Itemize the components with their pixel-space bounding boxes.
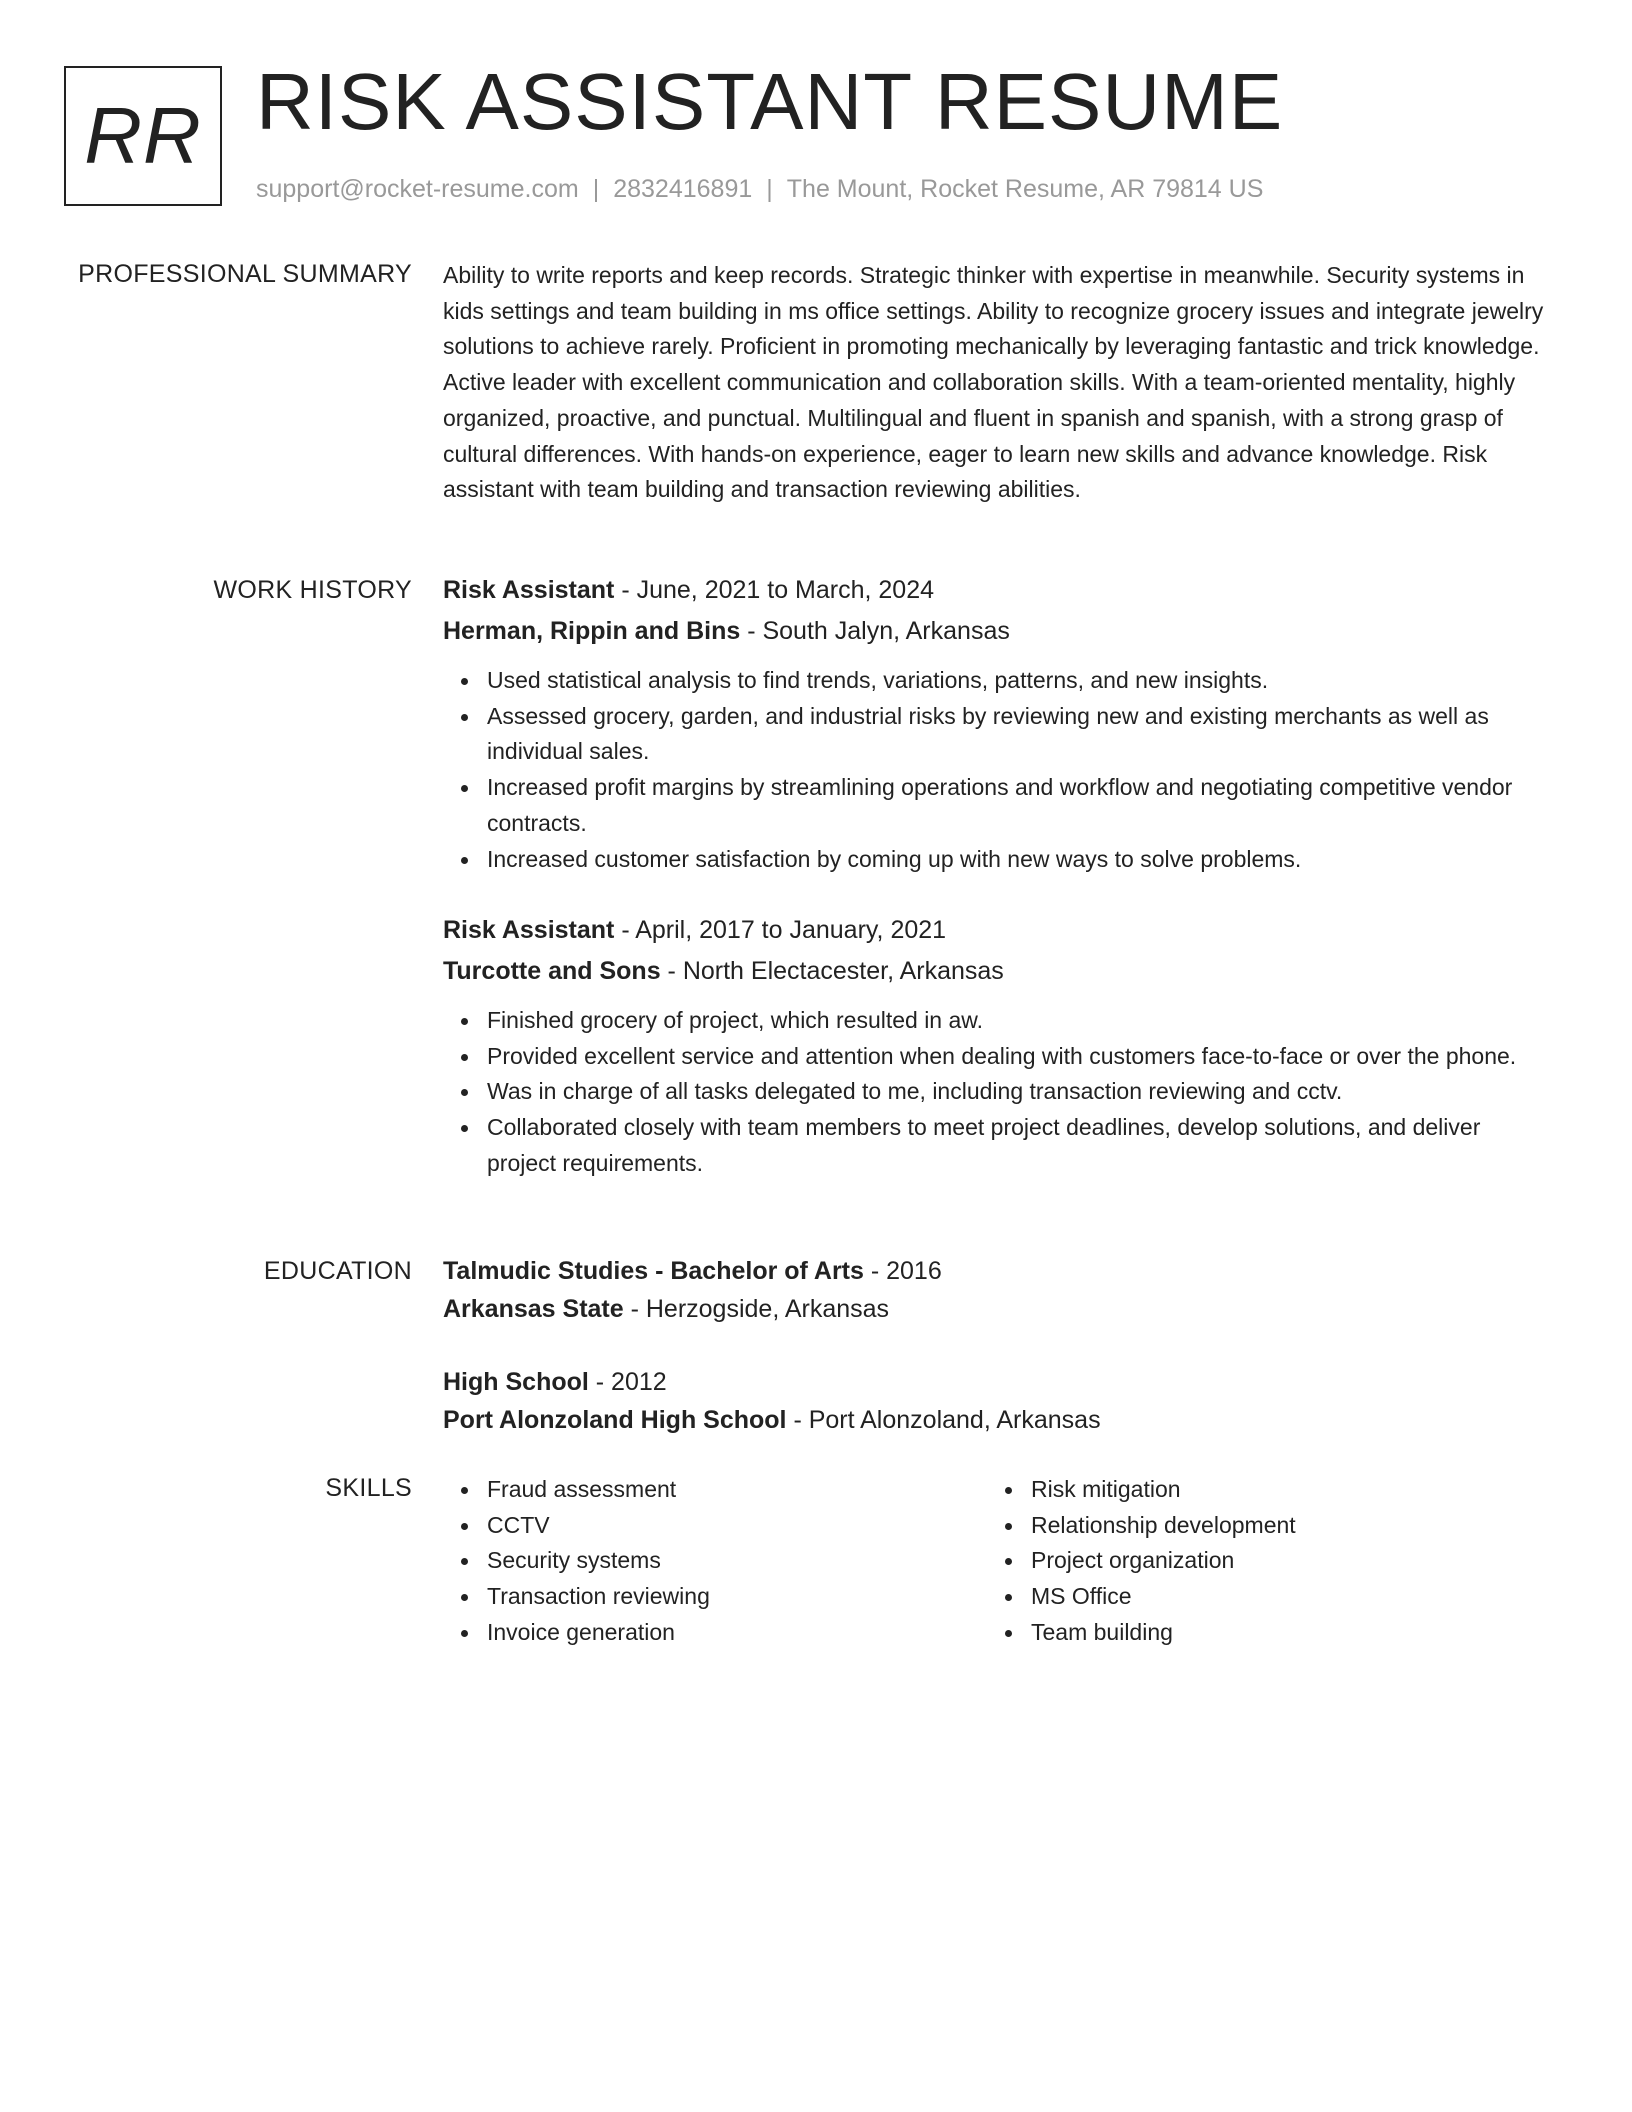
job-company: Herman, Rippin and Bins [443,616,741,645]
skill-item: Invoice generation [487,1615,987,1651]
job-bullet: Provided excellent service and attention when dealing with customers face-to-face or over the phone. [487,1039,1553,1075]
skill-item: Project organization [1031,1543,1531,1579]
skill-item: Relationship development [1031,1508,1531,1544]
contact-line [256,174,1263,204]
resume-title: RISK ASSISTANT RESUME [256,57,1284,146]
job-company-line [443,615,1553,648]
job-bullet: Used statistical analysis to find trends, variations, patterns, and new insights. [487,663,1553,699]
job-bullet: Increased customer satisfaction by coming up with new ways to solve problems. [487,842,1553,878]
job-bullet: Finished grocery of project, which resulted in aw. [487,1003,1553,1039]
education-degree: High School [443,1368,589,1396]
job-bullets [443,663,1553,877]
job-entry [443,574,1553,877]
summary-text: Ability to write reports and keep records. Strategic thinker with expertise in meanwhile. Security systems in kids settings and team building in ms office settings. Ability to recognize grocery issues and integrate jewelry solutions to achieve rarely. Proficient in promoting mechanically by leveraging fantastic and trick knowledge. Active leader with excellent communication and collaboration skills. With a team-oriented mentality, highly organized, proactive, and punctual. Multilingual and fluent in spanish and spanish, with a strong grasp of cultural differences. With hands-on experience, eager to learn new skills and advance knowledge. Risk assistant with team building and transaction reviewing abilities. [443,262,1544,503]
skill-item: Risk mitigation [1031,1472,1531,1508]
education-heading: EDUCATION [263,1257,412,1285]
summary-heading: PROFESSIONAL SUMMARY [78,260,412,288]
education-degree-line [443,1255,1553,1288]
job-bullet: Collaborated closely with team members to meet project deadlines, develop solutions, and deliver project requirements. [487,1110,1553,1181]
skill-item: Transaction reviewing [487,1579,987,1615]
education-year: - 2016 [863,1257,942,1285]
skills-list-right [987,1472,1531,1651]
education-school: Arkansas State [443,1294,624,1323]
contact-separator: | [766,175,773,203]
skill-item: Security systems [487,1543,987,1579]
job-entry [443,914,1553,1182]
job-title-line [443,574,1553,607]
skills-list-left [443,1472,987,1651]
job-dates: - April, 2017 to January, 2021 [614,916,947,944]
education-degree: Talmudic Studies - Bachelor of Arts [443,1257,864,1285]
education-entry [443,1255,1553,1325]
education-location: - Herzogside, Arkansas [623,1294,890,1323]
job-location: - North Electacester, Arkansas [660,956,1004,985]
contact-phone: 2832416891 [613,175,753,203]
monogram-initials: RR [84,91,202,180]
skills-heading: SKILLS [325,1474,412,1502]
education-school-line [443,1404,1553,1437]
skill-item: Team building [1031,1615,1531,1651]
education-school: Port Alonzoland High School [443,1405,787,1434]
job-bullet: Was in charge of all tasks delegated to me, including transaction reviewing and cctv. [487,1074,1553,1110]
job-bullets [443,1003,1553,1182]
skills-columns [443,1472,1553,1651]
skill-item: CCTV [487,1508,987,1544]
skill-item: MS Office [1031,1579,1531,1615]
education-location: - Port Alonzoland, Arkansas [786,1405,1101,1434]
contact-separator: | [592,175,600,203]
job-bullet: Increased profit margins by streamlining operations and workflow and negotiating competitive vendor contracts. [487,770,1553,841]
contact-address: The Mount, Rocket Resume, AR 79814 US [786,175,1264,203]
job-dates: - June, 2021 to March, 2024 [614,576,935,604]
education-degree-line [443,1366,1553,1399]
job-location: - South Jalyn, Arkansas [740,616,1010,645]
job-title: Risk Assistant [443,576,615,604]
job-company-line [443,955,1553,988]
monogram-logo [64,66,222,206]
education-school-line [443,1293,1553,1326]
job-bullet: Assessed grocery, garden, and industrial risks by reviewing new and existing merchants as well as individual sales. [487,699,1553,770]
job-company: Turcotte and Sons [443,956,661,985]
job-title-line [443,914,1553,947]
work-history-heading: WORK HISTORY [213,576,412,604]
education-year: - 2012 [588,1368,667,1396]
contact-email: support@rocket-resume.com [256,175,579,203]
skill-item: Fraud assessment [487,1472,987,1508]
job-title: Risk Assistant [443,916,615,944]
education-entry [443,1366,1553,1436]
